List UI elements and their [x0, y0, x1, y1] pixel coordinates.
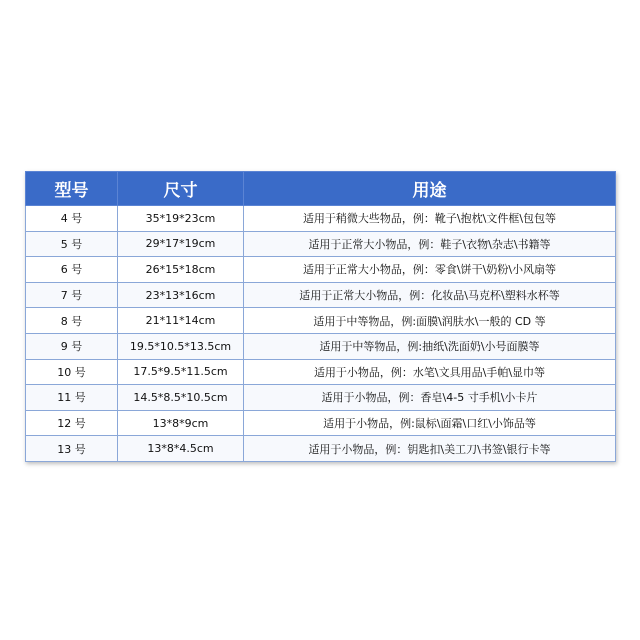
cell-usage: 适用于中等物品，例:面膜\润肤水\一般的 CD 等	[244, 308, 616, 334]
cell-size: 19.5*10.5*13.5cm	[118, 333, 244, 359]
table-row	[26, 359, 616, 385]
cell-size: 26*15*18cm	[118, 257, 244, 283]
cell-size: 13*8*9cm	[118, 410, 244, 436]
cell-size: 14.5*8.5*10.5cm	[118, 385, 244, 411]
cell-model: 6 号	[26, 257, 118, 283]
table-body	[26, 206, 616, 462]
header-size: 尺寸	[118, 172, 244, 206]
table-row	[26, 308, 616, 334]
cell-size: 29*17*19cm	[118, 231, 244, 257]
cell-size: 13*8*4.5cm	[118, 436, 244, 462]
cell-usage: 适用于小物品，例:鼠标\面霜\口红\小饰品等	[244, 410, 616, 436]
table-row	[26, 436, 616, 462]
cell-model: 11 号	[26, 385, 118, 411]
cell-model: 10 号	[26, 359, 118, 385]
cell-usage: 适用于小物品，例：香皂\4-5 寸手机\小卡片	[244, 385, 616, 411]
table-row	[26, 257, 616, 283]
cell-model: 8 号	[26, 308, 118, 334]
cell-size: 17.5*9.5*11.5cm	[118, 359, 244, 385]
cell-usage: 适用于稍微大些物品，例：靴子\抱枕\文件框\包包等	[244, 206, 616, 232]
header-row	[26, 172, 616, 206]
cell-model: 9 号	[26, 333, 118, 359]
table-row	[26, 282, 616, 308]
table-row	[26, 231, 616, 257]
cell-usage: 适用于小物品，例：水笔\文具用品\手帕\显巾等	[244, 359, 616, 385]
cell-model: 5 号	[26, 231, 118, 257]
cell-size: 23*13*16cm	[118, 282, 244, 308]
cell-usage: 适用于正常大小物品，例：零食\饼干\奶粉\小风扇等	[244, 257, 616, 283]
cell-model: 13 号	[26, 436, 118, 462]
table-header	[26, 172, 616, 206]
cell-size: 35*19*23cm	[118, 206, 244, 232]
cell-model: 7 号	[26, 282, 118, 308]
cell-usage: 适用于中等物品，例:抽纸\洗面奶\小号面膜等	[244, 333, 616, 359]
table-row	[26, 333, 616, 359]
header-model: 型号	[26, 172, 118, 206]
size-table	[25, 171, 616, 462]
table-row	[26, 385, 616, 411]
header-usage: 用途	[244, 172, 616, 206]
cell-usage: 适用于正常大小物品，例：鞋子\衣物\杂志\书籍等	[244, 231, 616, 257]
cell-usage: 适用于正常大小物品，例：化妆品\马克杯\塑料水杯等	[244, 282, 616, 308]
table-row	[26, 206, 616, 232]
cell-model: 4 号	[26, 206, 118, 232]
cell-model: 12 号	[26, 410, 118, 436]
cell-usage: 适用于小物品，例：钥匙扣\美工刀\书签\银行卡等	[244, 436, 616, 462]
table-row	[26, 410, 616, 436]
cell-size: 21*11*14cm	[118, 308, 244, 334]
